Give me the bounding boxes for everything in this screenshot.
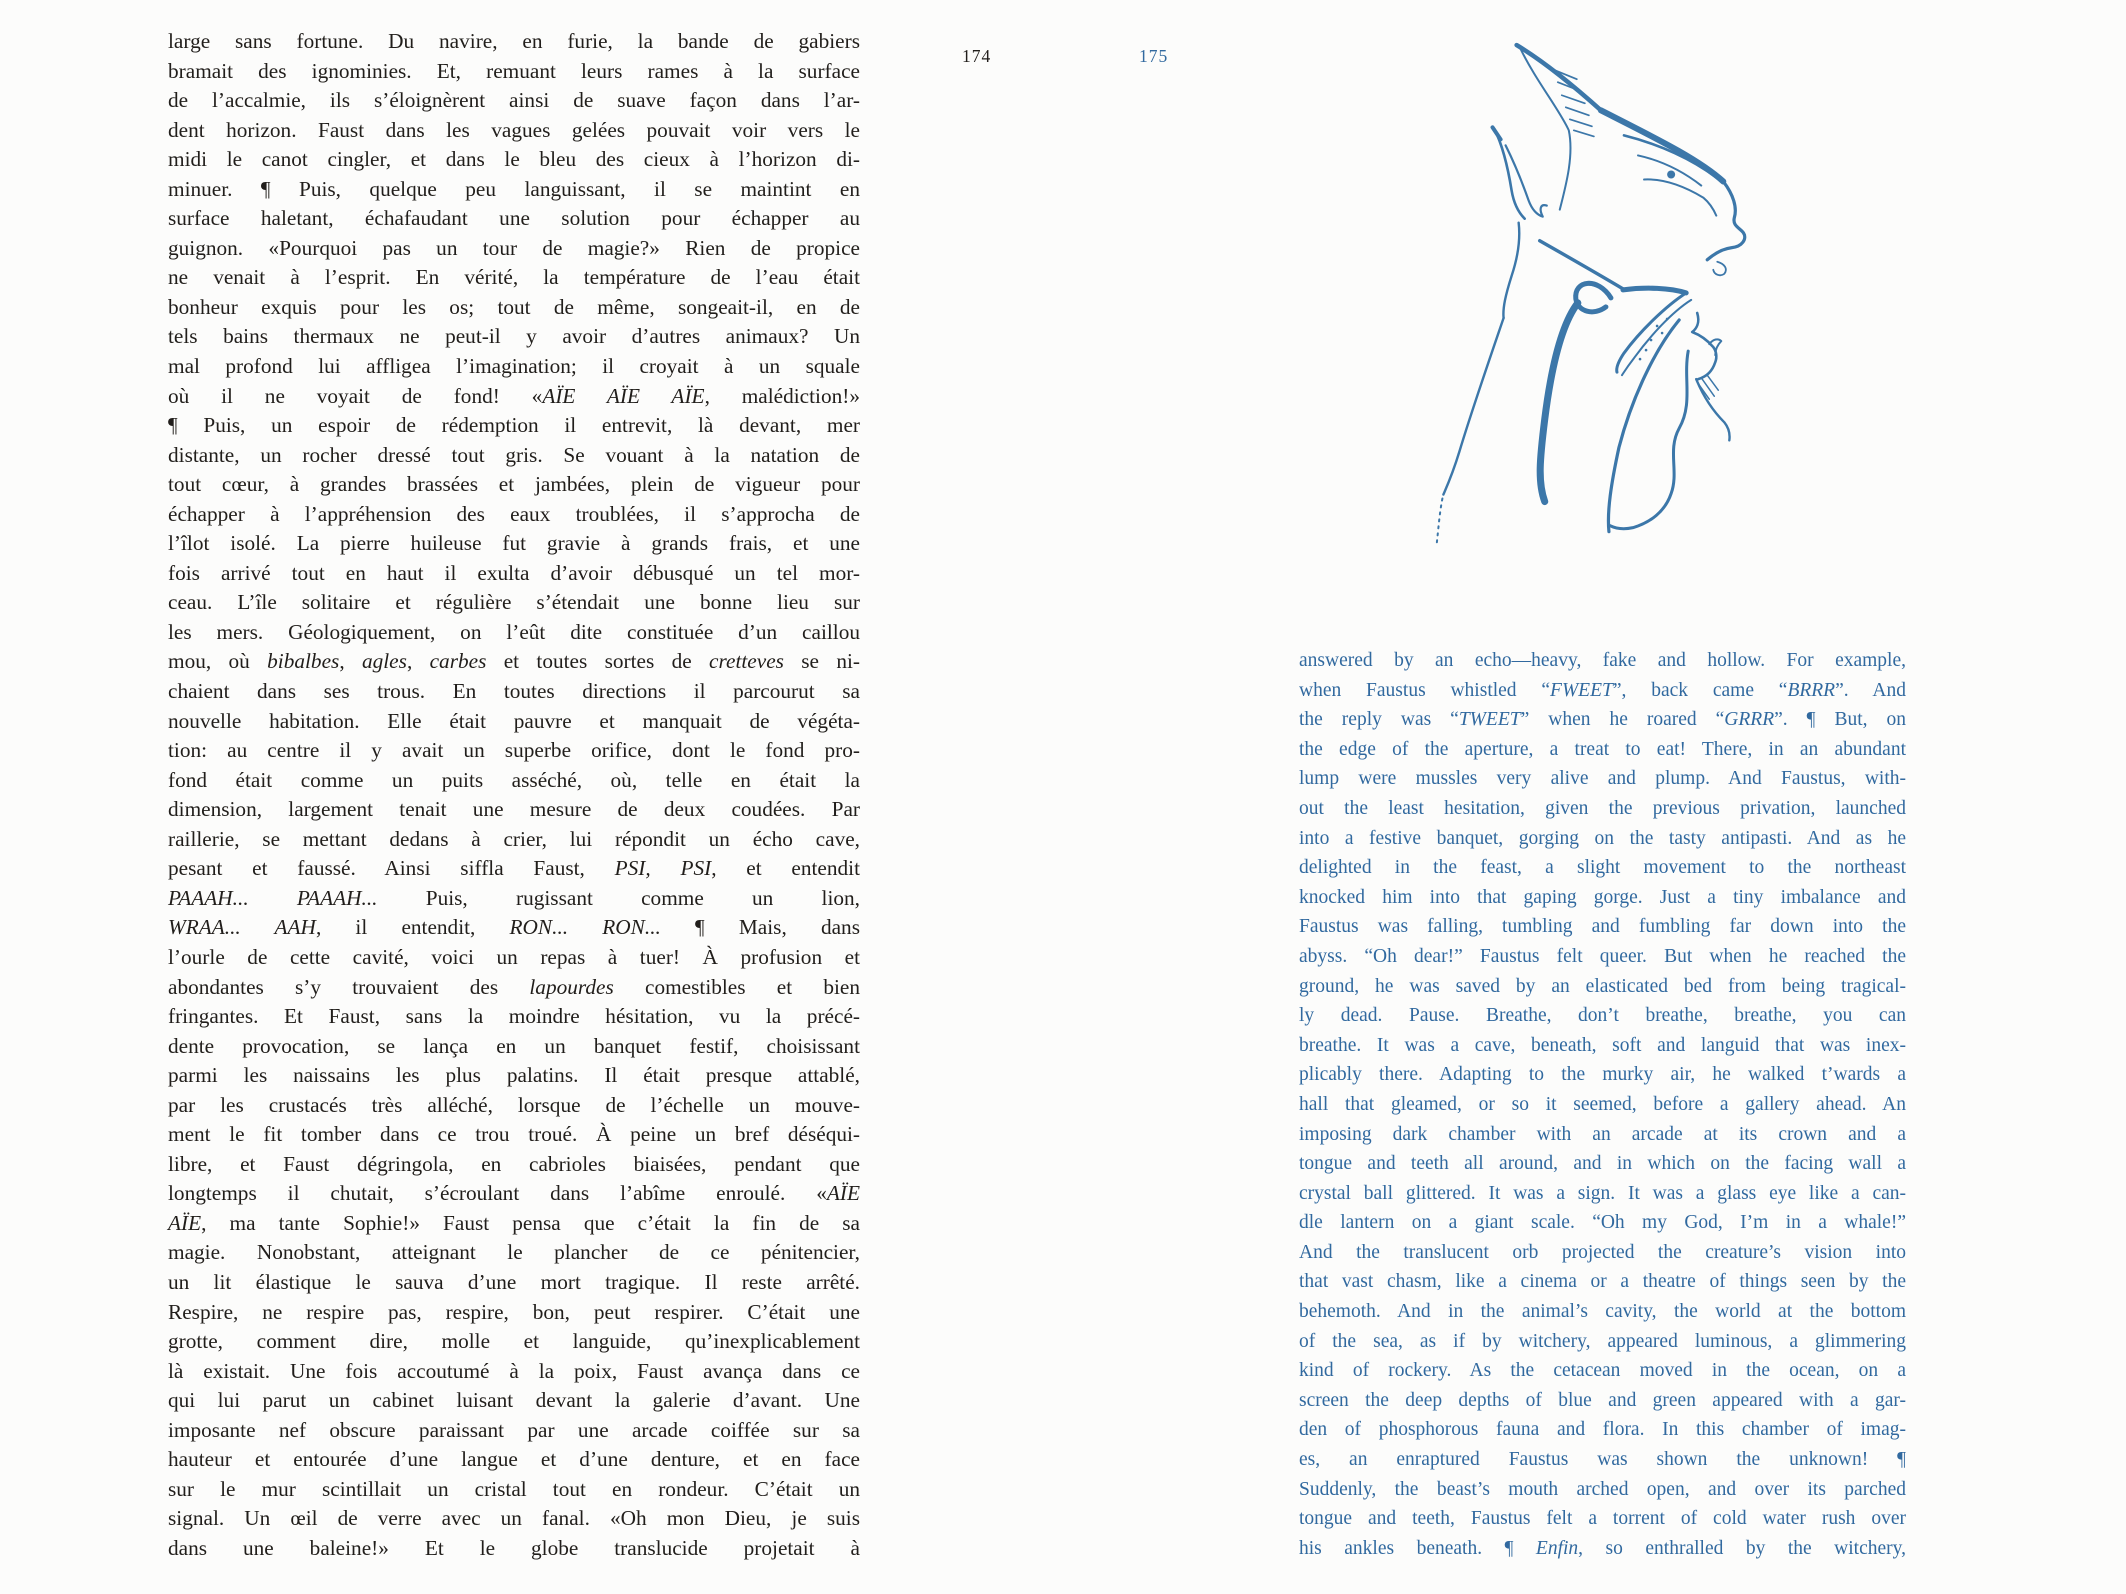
text-line: And the translucent orb projected the creature’s vision into — [1299, 1241, 1906, 1263]
text-line: chaient dans ses trous. En toutes directions il parcourut sa — [168, 679, 860, 704]
italic-text: PAAAH... PAAAH... — [168, 885, 378, 910]
text-line: tongue and teeth, Faustus felt a torrent of cold water rush over — [1299, 1508, 1906, 1530]
italic-text: AÏE — [168, 1210, 202, 1235]
text-line: that vast chasm, like a cinema or a theatre of things seen by the — [1299, 1271, 1906, 1293]
text-line: plicably there. Adapting to the murky air, he walked t’wards a — [1299, 1064, 1906, 1086]
tongue-base — [1623, 288, 1686, 293]
text-line: hauteur et entourée d’une langue et d’une denture, et en face — [168, 1447, 860, 1472]
text-line: ¶ Puis, un espoir de rédemption il entrevit, là devant, mer — [168, 413, 860, 438]
italic-text: PSI, PSI — [614, 856, 712, 881]
text-line: l’ourle de cette cavité, voici un repas à tuer! À profusion et — [168, 944, 860, 969]
text-line: fois arrivé tout en haut il exulta d’avoir débusqué un tel mor- — [168, 560, 860, 585]
text-line: pesant et faussé. Ainsi siffla Faust, PSI, PSI, et entendit — [168, 856, 860, 881]
throat-sweep — [1540, 303, 1578, 502]
italic-text: TWEET — [1458, 709, 1521, 731]
text-line: dans une baleine!» Et le globe translucide projetait à — [168, 1535, 860, 1560]
text-line: mal profond lui affligea l’imagination; il croyait à un squale — [168, 354, 860, 379]
italic-text: agles — [361, 649, 407, 674]
text-line: behemoth. And in the animal’s cavity, the world at the bottom — [1299, 1301, 1906, 1323]
text-line: tion: au centre il y avait un superbe orifice, dont le fond pro- — [168, 738, 860, 763]
text-line: abondantes s’y trouvaient des lapourdes comestibles et bien — [168, 974, 860, 999]
text-line: screen the deep depths of blue and green appeared with a gar- — [1299, 1389, 1906, 1411]
text-line: answered by an echo—heavy, fake and hollow. For example, — [1299, 650, 1906, 671]
text-line: magie. Nonobstant, atteignant le plancher de ce pénitencier, — [168, 1240, 860, 1265]
text-line: dimension, largement tenait une mesure de deux coudées. Par — [168, 797, 860, 822]
text-line: den of phosphorous fauna and flora. In this chamber of imag- — [1299, 1419, 1906, 1441]
ear-outline — [1495, 129, 1525, 218]
text-line: fringantes. Et Faust, sans la moindre hésitation, vu la précé- — [168, 1004, 860, 1029]
italic-text: AÏE — [826, 1181, 860, 1206]
text-line: nouvelle habitation. Elle était pauvre et manquait de végéta- — [168, 708, 860, 733]
horn-hatching — [1555, 70, 1594, 136]
tongue-inner-edge — [1622, 300, 1691, 375]
text-line: bramait des ignominies. Et, remuant leurs rames à la surface — [168, 58, 860, 83]
text-line: ly dead. Pause. Breathe, don’t breathe, breathe, you can — [1299, 1005, 1906, 1027]
text-line: into a festive banquet, gorging on the tasty antipasti. And as he — [1299, 827, 1906, 849]
text-line: distante, un rocher dressé tout gris. Se vouant à la natation de — [168, 442, 860, 467]
text-line: bonheur exquis pour les os; tout de même, songeait-il, en de — [168, 294, 860, 319]
italic-text: RON... RON... — [509, 915, 661, 940]
nostril — [1713, 262, 1726, 275]
text-line: fond était comme un puits asséché, où, telle en était la — [168, 767, 860, 792]
text-line: dente provocation, se lança en un banquet festif, choisissant — [168, 1033, 860, 1058]
neck-left-line — [1443, 318, 1503, 495]
throat-wave — [1576, 283, 1611, 311]
text-line: delighted in the feast, a slight movement to the northeast — [1299, 857, 1906, 879]
jaw-spike — [1709, 339, 1721, 355]
text-line: signal. Un œil de verre avec un fanal. «Oh mon Dieu, je suis — [168, 1506, 860, 1531]
text-line: parmi les naissains les plus palatins. Il était presque attablé, — [168, 1063, 860, 1088]
text-line: kind of rockery. As the cetacean moved in the ocean, on a — [1299, 1360, 1906, 1382]
text-line: surface haletant, échafaudant une solution pour échapper au — [168, 206, 860, 231]
text-line: tongue and teeth all around, and in which on the facing wall a — [1299, 1153, 1906, 1175]
face-edge-nose — [1707, 182, 1744, 260]
cheek-line — [1503, 223, 1519, 318]
text-line: Suddenly, the beast’s mouth arched open, and over its parched — [1299, 1478, 1906, 1500]
text-line: ceau. L’île solitaire et régulière s’étendait une bonne lieu sur — [168, 590, 860, 615]
jaw-right — [1692, 313, 1716, 379]
text-line: when Faustus whistled “FWEET”, back came “BRRR”. And — [1299, 679, 1906, 701]
tongue-dot — [1645, 349, 1648, 352]
text-line: les mers. Géologiquement, on l’eût dite constituée d’un caillou — [168, 619, 860, 644]
text-line: imposing dark chamber with an arcade at its crown and a — [1299, 1123, 1906, 1145]
left-page-text — [168, 27, 860, 1563]
lower-eyelid — [1644, 179, 1716, 215]
text-line: minuer. ¶ Puis, quelque peu languissant, il se maintint en — [168, 176, 860, 201]
text-line: es, an enraptured Faustus was shown the unknown! ¶ — [1299, 1449, 1906, 1471]
ear-inner-fold — [1506, 145, 1547, 216]
text-line: crystal ball glittered. It was a sign. It was a glass eye like a can- — [1299, 1182, 1906, 1204]
text-line: de l’accalmie, ils s’éloignèrent ainsi de suave façon dans l’ar- — [168, 88, 860, 113]
ear-tip — [1493, 127, 1501, 139]
text-line: midi le canot cingler, et dans le bleu des cieux à l’horizon di- — [168, 147, 860, 172]
text-line: ne venait à l’esprit. En vérité, la température de l’eau était — [168, 265, 860, 290]
upper-lip — [1540, 241, 1623, 289]
text-line: lump were mussles very alive and plump. And Faustus, with- — [1299, 768, 1906, 790]
pupil — [1667, 170, 1675, 178]
italic-text: FWEET — [1550, 679, 1613, 701]
text-line: Faustus was falling, tumbling and fumbling far down into the — [1299, 916, 1906, 938]
tongue-dot — [1666, 318, 1669, 321]
italic-text: WRAA... AAH — [168, 915, 316, 940]
text-line: AÏE, ma tante Sophie!» Faust pensa que c’était la fin de sa — [168, 1210, 860, 1235]
text-line: knocked him into that gaping gorge. Just a tiny imbalance and — [1299, 886, 1906, 908]
text-line: là existait. Une fois accoutumé à la poix, Faust avança dans ce — [168, 1358, 860, 1383]
text-line: imposante nef obscure paraissant par une arcade coiffée sur sa — [168, 1417, 860, 1442]
text-line: par les crustacés très alléché, lorsque de l’échelle un mouve- — [168, 1092, 860, 1117]
italic-text: BRRR — [1787, 679, 1836, 701]
right-page-number: 175 — [1139, 46, 1169, 66]
tongue-dot — [1661, 332, 1664, 335]
text-line: un lit élastique le sauva d’une mort tragique. Il reste arrêté. — [168, 1269, 860, 1294]
text-line: libre, et Faust dégringola, en cabrioles biaisées, pendant que — [168, 1151, 860, 1176]
text-line: l’îlot isolé. La pierre huileuse fut gravie à grands frais, et une — [168, 531, 860, 556]
italic-text: cretteves — [709, 649, 784, 674]
italic-text: carbes — [429, 649, 487, 674]
text-line: breathe. It was a cave, beneath, soft and languid that was inex- — [1299, 1034, 1906, 1056]
text-line: abyss. “Oh dear!” Faustus felt queer. But when he reached the — [1299, 945, 1906, 967]
text-line: où il ne voyait de fond! «AÏE AÏE AÏE, malédiction!» — [168, 383, 860, 408]
text-line: out the least hesitation, given the previous privation, launched — [1299, 797, 1906, 819]
creature-head-illustration — [1418, 18, 1842, 640]
text-line: PAAAH... PAAAH... Puis, rugissant comme un lion, — [168, 885, 860, 910]
text-line: tout cœur, à grandes brassées et jambées, plein de vigueur pour — [168, 472, 860, 497]
text-line: raillerie, se mettant dedans à crier, lui répondit un écho cave, — [168, 826, 860, 851]
text-line: grotte, comment dire, molle et languide, qu’inexplicablement — [168, 1329, 860, 1354]
italic-text: bibalbes — [267, 649, 340, 674]
text-line: guignon. «Pourquoi pas un tour de magie?» Rien de propice — [168, 235, 860, 260]
text-line: of the sea, as if by witchery, appeared luminous, a glimmering — [1299, 1330, 1906, 1352]
text-line: mou, où bibalbes, agles, carbes et toutes sortes de cretteves se ni- — [168, 649, 860, 674]
text-line: dle lantern on a giant scale. “Oh my God, I’m in a whale!” — [1299, 1212, 1906, 1234]
italic-text: GRRR — [1724, 709, 1775, 731]
text-line: tels bains thermaux ne peut-il y avoir d’autres animaux? Un — [168, 324, 860, 349]
text-line: Respire, ne respire pas, respire, bon, peut respirer. C’était une — [168, 1299, 860, 1324]
neck-left-rough — [1436, 499, 1442, 547]
text-line: sur le mur scintillait un cristal tout en rondeur. C’était un — [168, 1476, 860, 1501]
text-line: longtemps il chutait, s’écroulant dans l’abîme enroulé. «AÏE — [168, 1181, 860, 1206]
tongue-dot — [1650, 339, 1653, 342]
italic-text: AÏE AÏE AÏE — [542, 383, 705, 408]
italic-text: Enfin — [1535, 1537, 1579, 1559]
text-line: WRAA... AAH, il entendit, RON... RON... ¶ Mais, dans — [168, 915, 860, 940]
italic-text: lapourdes — [529, 974, 614, 999]
text-line: ground, he was saved by an elasticated bed from being tragical- — [1299, 975, 1906, 997]
text-line: large sans fortune. Du navire, en furie, la bande de gabiers — [168, 29, 860, 53]
text-line: the edge of the aperture, a treat to eat! There, in an abundant — [1299, 738, 1906, 760]
left-page-number: 174 — [962, 46, 992, 66]
text-line: his ankles beneath. ¶ Enfin, so enthralled by the witchery, — [1299, 1537, 1906, 1559]
tongue-dot — [1656, 325, 1659, 328]
text-line: dent horizon. Faust dans les vagues gelées pouvait voir vers le — [168, 117, 860, 142]
text-line: qui lui parut un cabinet luisant devant la galerie d’avant. Une — [168, 1388, 860, 1413]
horn-outline — [1517, 45, 1601, 110]
text-line: échapper à l’appréhension des eaux troublées, il s’approcha de — [168, 501, 860, 526]
text-line: ment le fit tomber dans ce trou troué. À peine un bref déséqui- — [168, 1122, 860, 1147]
text-line: hall that gleamed, or so it seemed, before a gallery ahead. An — [1299, 1093, 1906, 1115]
text-line: the reply was “TWEET” when he roared “GRRR”. ¶ But, on — [1299, 709, 1906, 731]
tongue-dot — [1639, 358, 1642, 361]
right-page-text — [1299, 646, 1906, 1563]
